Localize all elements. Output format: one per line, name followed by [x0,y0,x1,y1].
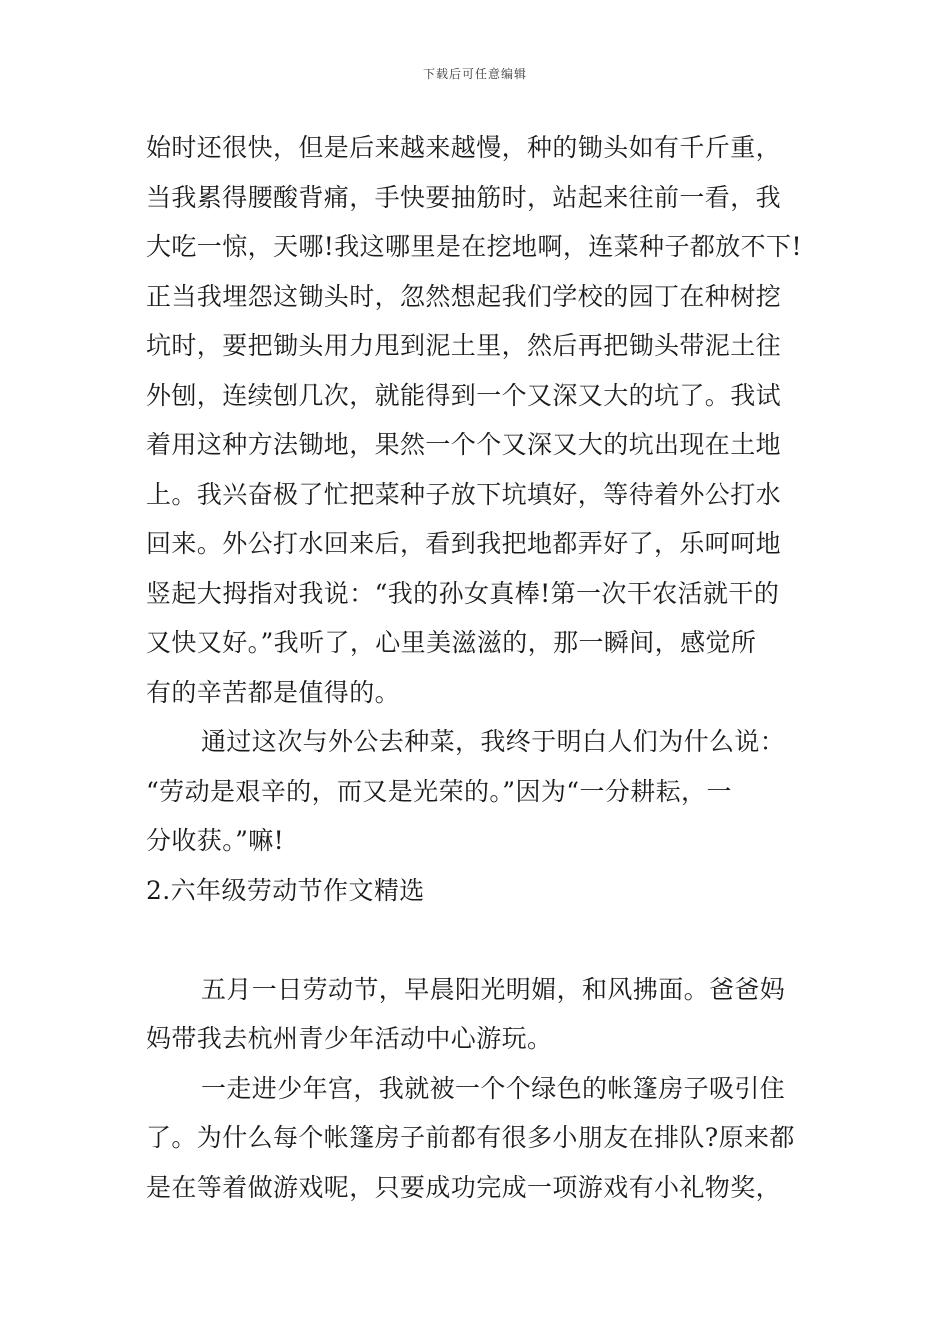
text-line: 五月一日劳动节，早晨阳光明媚，和风拂面。爸爸妈 [201,974,786,1004]
text-line: 了。为什么每个帐篷房子前都有很多小朋友在排队?原来都 [146,1123,795,1152]
page-header: 下载后可任意编辑 [422,67,527,81]
text-line: 分收获。”嘛! [146,826,285,855]
text-line: 竖起大拇指对我说：“我的孙女真棒!第一次干农活就干的 [146,578,780,608]
text-line: 回来。外公打水回来后，看到我把地都弄好了，乐呵呵地 [146,529,782,558]
paragraph-conclusion [146,717,826,866]
text-line: 当我累得腰酸背痛，手快要抽筋时，站起来往前一看，我 [146,182,782,212]
text-line: 外刨，连续刨几次，就能得到一个又深又大的坑了。我试 [146,380,782,410]
text-line: 坑时，要把锄头用力甩到泥土里，然后再把锄头带泥土往 [146,331,782,360]
paragraph-essay-1-continuation [146,123,826,717]
text-line: 又快又好。”我听了，心里美滋滋的，那一瞬间，感觉所 [146,628,757,657]
paragraph-essay-2-body [146,1064,826,1213]
text-line: 大吃一惊，天哪!我这哪里是在挖地啊，连菜种子都放不下! [146,232,802,261]
text-line: 正当我埋怨这锄头时，忽然想起我们学校的园丁在种树挖 [146,281,782,311]
text-line: 有的辛苦都是值得的。 [146,677,401,707]
blank-spacer [146,915,826,965]
text-line: “劳动是艰辛的，而又是光荣的。”因为“一分耕耘，一 [146,776,732,806]
text-line: 上。我兴奋极了忙把菜种子放下坑填好，等待着外公打水 [146,479,782,509]
text-line: 始时还很快，但是后来越来越慢，种的锄头如有千斤重， [146,133,782,162]
document-body [146,123,826,1212]
text-line: 一走进少年宫，我就被一个个绿色的帐篷房子吸引住 [201,1073,786,1103]
text-line: 着用这种方法锄地，果然一个个又深又大的坑出现在土地 [146,430,782,459]
text-line: 通过这次与外公去种菜，我终于明白人们为什么说： [201,727,786,756]
section-heading: 2.六年级劳动节作文精选 [146,875,425,905]
paragraph-essay-2-intro [146,965,826,1064]
text-line: 妈带我去杭州青少年活动中心游玩。 [146,1024,553,1053]
text-line: 是在等着做游戏呢，只要成功完成一项游戏有小礼物奖， [146,1172,782,1202]
